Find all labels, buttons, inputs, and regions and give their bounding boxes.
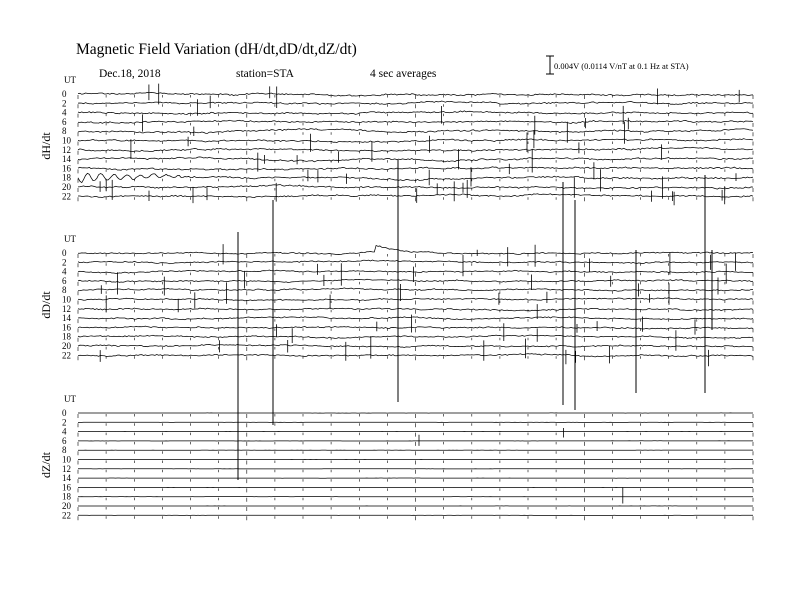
- row-tick-marks: [78, 104, 753, 108]
- ut-label: UT: [64, 234, 76, 244]
- station-label: station=STA: [236, 68, 294, 80]
- row-tick-marks: [78, 356, 753, 360]
- row-tick-marks: [78, 470, 753, 474]
- trace-line: [78, 101, 753, 104]
- row-tick-marks: [78, 114, 753, 118]
- row-tick-marks: [78, 95, 753, 99]
- row-hour-label: 2: [62, 98, 67, 109]
- row-tick-marks: [78, 310, 753, 314]
- row-hour-label: 14: [62, 154, 71, 165]
- row-hour-label: 0: [62, 408, 67, 418]
- row-tick-marks: [78, 142, 753, 146]
- row-tick-marks: [78, 291, 753, 295]
- row-hour-label: 12: [62, 144, 71, 155]
- row-hour-label: 18: [62, 331, 71, 342]
- row-hour-label: 20: [62, 182, 71, 192]
- row-tick-marks: [78, 442, 753, 446]
- trace-line: [78, 245, 753, 254]
- row-hour-label: 8: [62, 445, 67, 456]
- row-tick-marks: [78, 328, 753, 332]
- row-hour-label: 16: [62, 163, 71, 174]
- trace-line: [78, 344, 753, 347]
- panel-1: [39, 75, 753, 205]
- row-hour-label: 12: [62, 303, 71, 314]
- row-tick-marks: [78, 254, 753, 258]
- row-tick-marks: [78, 479, 753, 483]
- trace-line: [78, 298, 753, 301]
- row-hour-label: 10: [62, 294, 71, 305]
- row-tick-marks: [78, 423, 753, 427]
- row-tick-marks: [78, 263, 753, 267]
- panel-ylabel: dH/dt: [39, 132, 53, 160]
- row-tick-marks: [78, 488, 753, 492]
- row-hour-label: 20: [62, 341, 71, 351]
- event-spikes: [419, 428, 623, 504]
- trace-line: [78, 147, 753, 151]
- row-hour-label: 12: [62, 463, 71, 474]
- row-tick-marks: [78, 461, 753, 465]
- row-hour-label: 6: [62, 116, 67, 127]
- row-hour-label: 0: [62, 248, 67, 258]
- row-tick-marks: [78, 433, 753, 437]
- row-tick-marks: [78, 282, 753, 286]
- row-hour-label: 2: [62, 257, 67, 268]
- row-tick-marks: [78, 160, 753, 164]
- row-tick-marks: [78, 301, 753, 305]
- row-tick-marks: [78, 273, 753, 277]
- row-tick-marks: [78, 338, 753, 342]
- row-hour-label: 4: [62, 426, 67, 437]
- row-hour-label: 22: [62, 191, 71, 202]
- row-tick-marks: [78, 123, 753, 127]
- row-tick-marks: [78, 451, 753, 455]
- row-hour-label: 16: [62, 482, 71, 493]
- row-tick-marks: [78, 151, 753, 155]
- trace-line: [78, 288, 753, 291]
- chart-title: Magnetic Field Variation (dH/dt,dD/dt,dZ/dt): [76, 41, 357, 58]
- ut-label: UT: [64, 75, 76, 85]
- row-hour-label: 18: [62, 491, 71, 502]
- row-tick-marks: [78, 507, 753, 511]
- row-hour-label: 14: [62, 313, 71, 324]
- row-tick-marks: [78, 169, 753, 173]
- ut-label: UT: [64, 394, 76, 404]
- averaging-label: 4 sec averages: [370, 68, 437, 80]
- row-hour-label: 6: [62, 435, 67, 446]
- row-hour-label: 20: [62, 501, 71, 511]
- panels-group: [39, 75, 753, 520]
- row-hour-label: 16: [62, 322, 71, 333]
- row-hour-label: 0: [62, 89, 67, 99]
- scale-bar-label: 0.004V (0.0114 V/nT at 0.1 Hz at STA): [554, 61, 689, 71]
- row-hour-label: 14: [62, 473, 71, 484]
- row-hour-label: 10: [62, 454, 71, 465]
- scale-bar: [546, 56, 689, 74]
- panel-3: [39, 394, 753, 520]
- trace-line: [78, 260, 753, 264]
- row-hour-label: 8: [62, 126, 67, 137]
- row-hour-label: 22: [62, 350, 71, 361]
- row-hour-label: 4: [62, 266, 67, 277]
- row-hour-label: 6: [62, 275, 67, 286]
- large-event-spikes: [238, 160, 712, 480]
- row-hour-label: 4: [62, 107, 67, 118]
- row-tick-marks: [78, 132, 753, 136]
- panel-ylabel: dZ/dt: [39, 452, 53, 478]
- row-tick-marks: [78, 516, 753, 520]
- row-hour-label: 10: [62, 135, 71, 146]
- row-hour-label: 18: [62, 172, 71, 183]
- row-tick-marks: [78, 498, 753, 502]
- row-tick-marks: [78, 414, 753, 418]
- row-hour-label: 8: [62, 285, 67, 296]
- date-label: Dec.18, 2018: [99, 68, 161, 80]
- panel-ylabel: dD/dt: [39, 291, 53, 319]
- row-hour-label: 2: [62, 417, 67, 428]
- row-tick-marks: [78, 347, 753, 351]
- panel-2: [39, 234, 753, 366]
- row-hour-label: 22: [62, 510, 71, 521]
